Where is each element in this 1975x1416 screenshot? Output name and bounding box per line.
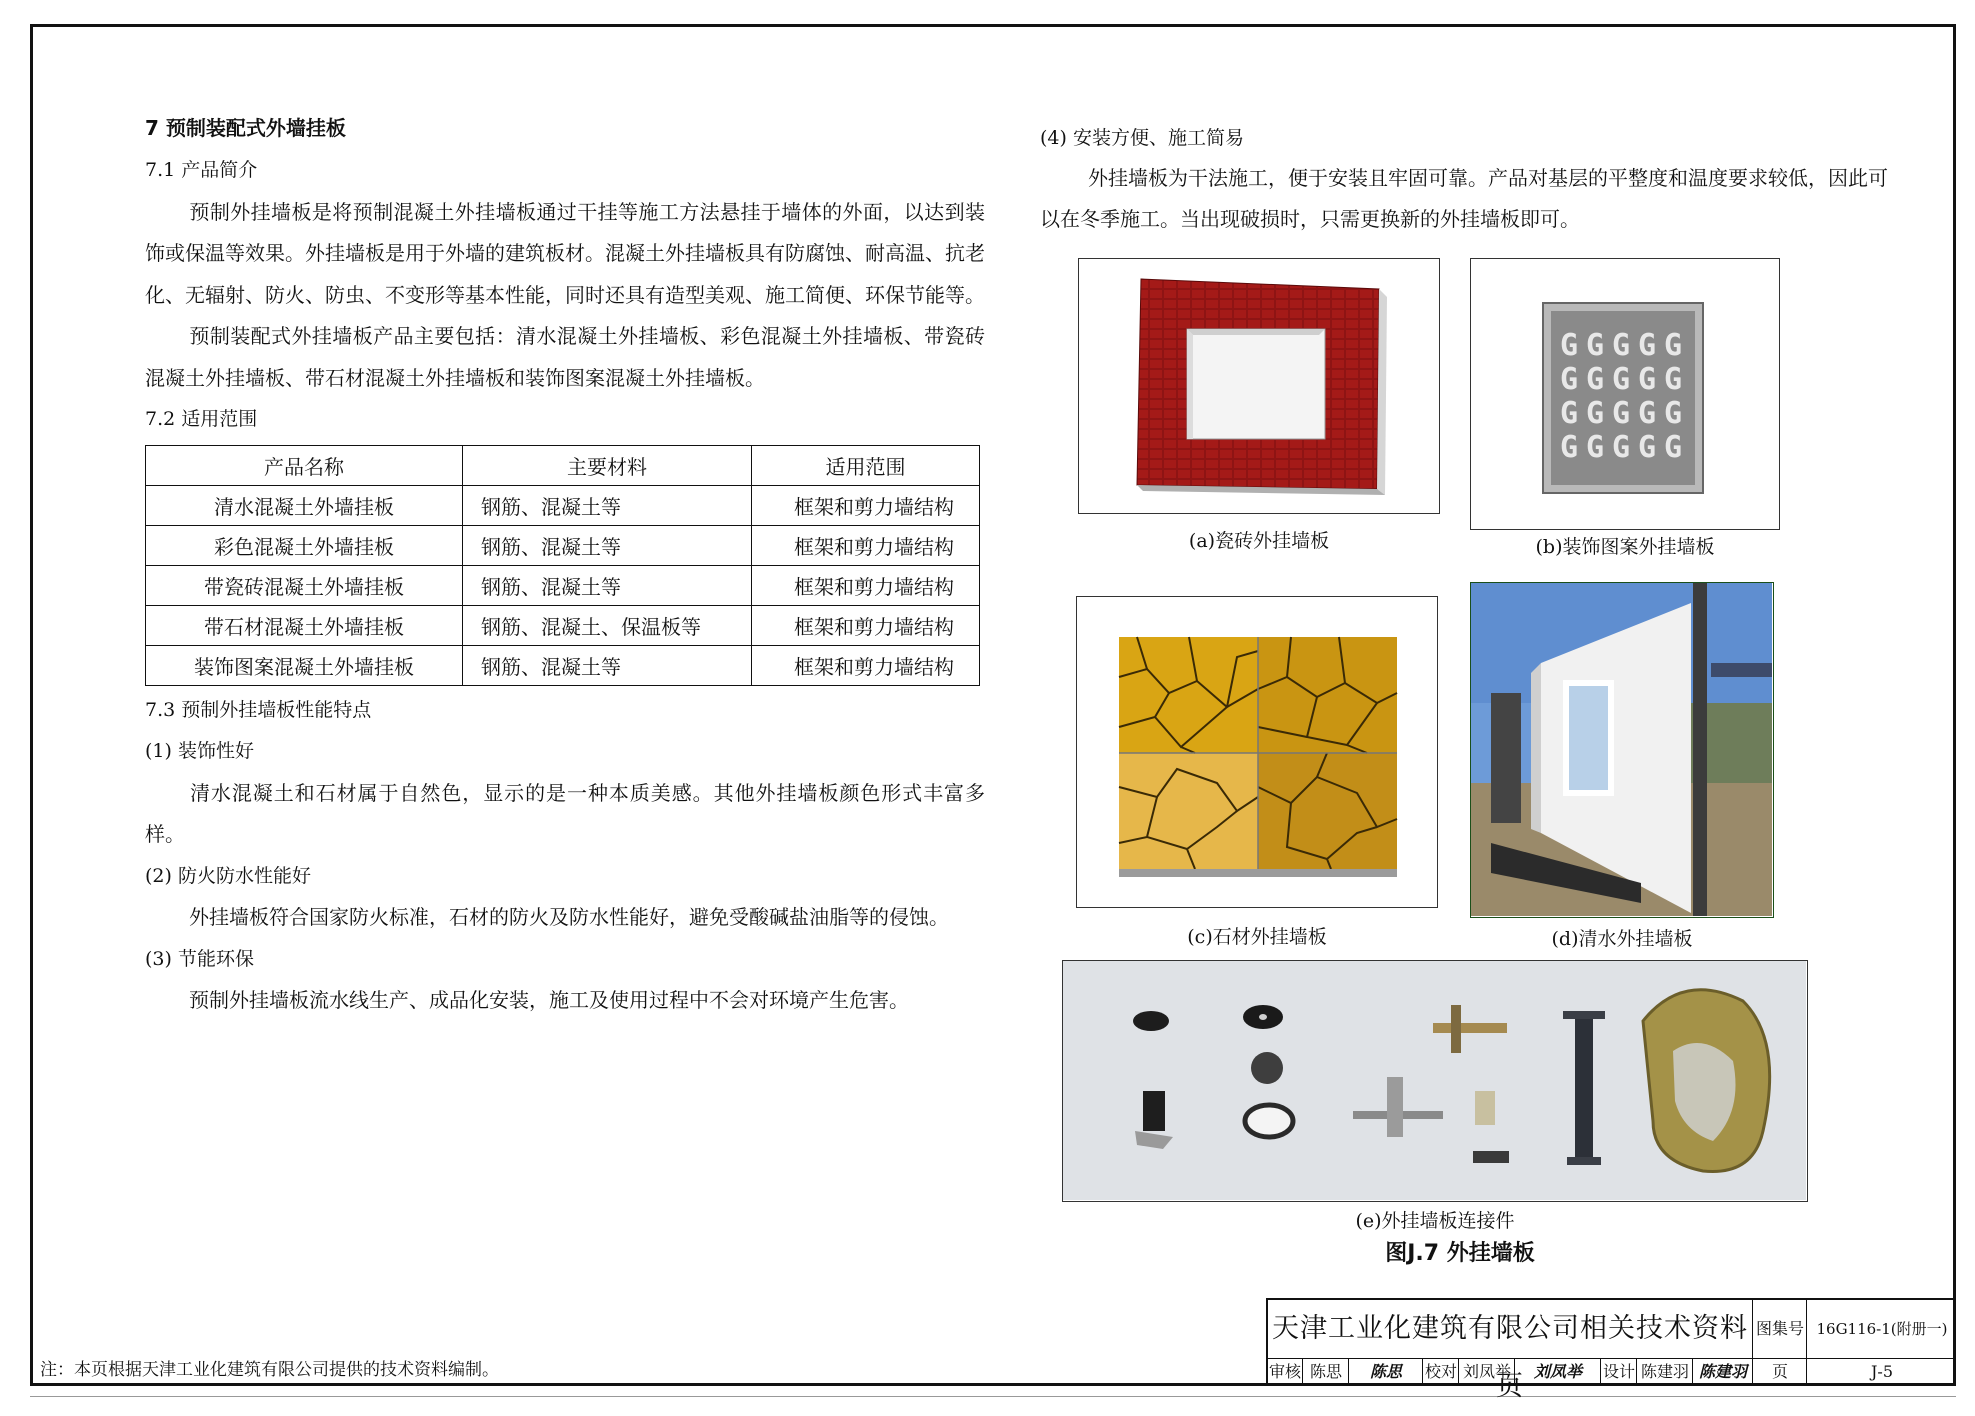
figure-c-caption: (c)石材外挂墙板	[1187, 926, 1327, 948]
reviewer-name: 陈思	[1302, 1358, 1349, 1386]
figure-d-concrete-photo	[1470, 582, 1774, 918]
title-block-title: 天津工业化建筑有限公司相关技术资料页	[1272, 1313, 1748, 1402]
subsection-7-2: 7.2 适用范围	[145, 408, 258, 430]
header-material: 主要材料	[463, 445, 752, 485]
title-block	[1266, 1298, 1956, 1402]
pattern-glyph: G	[1611, 396, 1631, 431]
scope-cell: 框架和剪力墙结构	[752, 485, 980, 525]
figure-b-caption: (b)装饰图案外挂墙板	[1535, 536, 1715, 558]
feature-1-title: (1) 装饰性好	[145, 740, 254, 762]
header-scope: 适用范围	[752, 445, 980, 485]
design-label: 设计	[1600, 1358, 1637, 1386]
table-row	[146, 565, 980, 605]
product-cell: 带石材混凝土外墙挂板	[146, 605, 463, 645]
bottom-rule	[30, 1396, 1956, 1397]
section-title: 7 预制装配式外墙挂板	[145, 116, 346, 140]
pattern-glyph: G	[1637, 328, 1657, 363]
stone-panel-image	[1077, 597, 1436, 906]
product-cell: 装饰图案混凝土外墙挂板	[146, 645, 463, 685]
pattern-glyph: G	[1611, 328, 1631, 363]
pattern-panel-image	[1471, 259, 1778, 528]
right-column	[1040, 118, 1890, 240]
pattern-glyph: G	[1585, 396, 1605, 431]
feature-3-title: (3) 节能环保	[145, 947, 254, 970]
figure-a-caption: (a)瓷砖外挂墙板	[1188, 530, 1330, 552]
review-label: 审核	[1268, 1362, 1301, 1381]
table-row	[146, 605, 980, 645]
pattern-glyph: G	[1637, 430, 1657, 465]
pattern-glyph: G	[1585, 362, 1605, 397]
header-product-name: 产品名称	[146, 445, 463, 485]
table-row	[146, 485, 980, 525]
title-block-row-2	[1268, 1358, 1956, 1386]
product-cell: 彩色混凝土外墙挂板	[146, 525, 463, 565]
products-paragraph: 预制装配式外挂墙板产品主要包括：清水混凝土外挂墙板、彩色混凝土外挂墙板、带瓷砖混凝土外挂墙板、带石材混凝土外挂墙板和装饰图案混凝土外挂墙板。	[145, 324, 985, 390]
page-number: J-5	[1806, 1358, 1957, 1386]
left-column	[145, 112, 985, 1022]
tile-panel-image	[1079, 259, 1438, 512]
pattern-glyph: G	[1663, 362, 1683, 397]
intro-paragraph: 预制外挂墙板是将预制混凝土外挂墙板通过干挂等施工方法悬挂于墙体的外面，以达到装饰或保温等效果。外挂墙板是用于外墙的建筑板材。混凝土外挂墙板具有防腐蚀、耐高温、抗老化、无辐射、防火、防虫、不变形等基本性能，同时还具有造型美观、施工简便、环保节能等。	[145, 199, 985, 307]
pattern-glyph: G	[1611, 430, 1631, 465]
pattern-glyph: G	[1663, 430, 1683, 465]
scope-cell: 框架和剪力墙结构	[752, 645, 980, 685]
product-cell: 带瓷砖混凝土外墙挂板	[146, 565, 463, 605]
figure-e-caption: (e)外挂墙板连接件	[1355, 1210, 1515, 1232]
scope-cell: 框架和剪力墙结构	[752, 525, 980, 565]
figure-c-stone-panel	[1076, 596, 1438, 908]
pattern-glyph: G	[1663, 328, 1683, 363]
pattern-glyph: G	[1585, 430, 1605, 465]
designer-name: 陈建羽	[1636, 1358, 1693, 1386]
scope-cell: 框架和剪力墙结构	[752, 565, 980, 605]
pattern-glyph: G	[1559, 328, 1579, 363]
scope-table	[145, 445, 980, 686]
product-cell: 清水混凝土外墙挂板	[146, 485, 463, 525]
feature-3-text: 预制外挂墙板流水线生产、成品化安装，施工及使用过程中不会对环境产生危害。	[189, 988, 909, 1012]
figure-b-pattern-panel	[1470, 258, 1780, 530]
feature-2-text: 外挂墙板符合国家防火标准，石材的防火及防水性能好，避免受酸碱盐油脂等的侵蚀。	[189, 905, 949, 929]
subsection-7-3: 7.3 预制外挂墙板性能特点	[145, 698, 372, 721]
figure-d-caption: (d)清水外挂墙板	[1551, 928, 1693, 950]
checker-name: 刘凤举	[1458, 1358, 1515, 1386]
pattern-glyph: G	[1637, 362, 1657, 397]
concrete-photo-image	[1471, 583, 1772, 916]
feature-4-text: 外挂墙板为干法施工，便于安装且牢固可靠。产品对基层的平整度和温度要求较低，因此可以在冬季施工。当出现破损时，只需更换新的外挂墙板即可。	[1040, 166, 1888, 231]
material-cell: 钢筋、混凝土等	[463, 485, 752, 525]
check-label: 校对	[1422, 1358, 1459, 1386]
atlas-number: 16G116-1(附册一)	[1806, 1300, 1957, 1358]
page-label: 页	[1752, 1358, 1807, 1386]
figure-a-tile-panel	[1078, 258, 1440, 514]
pattern-glyph: G	[1559, 430, 1579, 465]
pattern-glyph: G	[1559, 362, 1579, 397]
table-row	[146, 645, 980, 685]
footnote: 注：本页根据天津工业化建筑有限公司提供的技术资料编制。	[40, 1360, 499, 1380]
material-cell: 钢筋、混凝土等	[463, 525, 752, 565]
feature-2-title: (2) 防火防水性能好	[145, 864, 311, 887]
subsection-7-1: 7.1 产品简介	[145, 159, 258, 181]
pattern-glyph: G	[1663, 396, 1683, 431]
pattern-glyph: G	[1611, 362, 1631, 397]
feature-1-text: 清水混凝土和石材属于自然色，显示的是一种本质美感。其他外挂墙板颜色形式丰富多样。	[145, 780, 985, 846]
material-cell: 钢筋、混凝土等	[463, 645, 752, 685]
pattern-glyph: G	[1559, 396, 1579, 431]
figure-e-connectors-photo	[1062, 960, 1808, 1202]
figure-title: 图J.7 外挂墙板	[1385, 1241, 1535, 1266]
connectors-photo-image	[1063, 961, 1806, 1200]
designer-signature: 陈建羽	[1692, 1358, 1753, 1386]
material-cell: 钢筋、混凝土、保温板等	[463, 605, 752, 645]
table-header-row	[146, 445, 980, 485]
feature-4-title: (4) 安装方便、施工简易	[1040, 127, 1244, 149]
scope-cell: 框架和剪力墙结构	[752, 605, 980, 645]
atlas-label: 图集号	[1752, 1300, 1807, 1358]
table-row	[146, 525, 980, 565]
checker-signature: 刘凤举	[1514, 1358, 1601, 1386]
material-cell: 钢筋、混凝土等	[463, 565, 752, 605]
pattern-glyph: G	[1585, 328, 1605, 363]
pattern-glyph: G	[1637, 396, 1657, 431]
reviewer-signature: 陈思	[1348, 1358, 1423, 1386]
